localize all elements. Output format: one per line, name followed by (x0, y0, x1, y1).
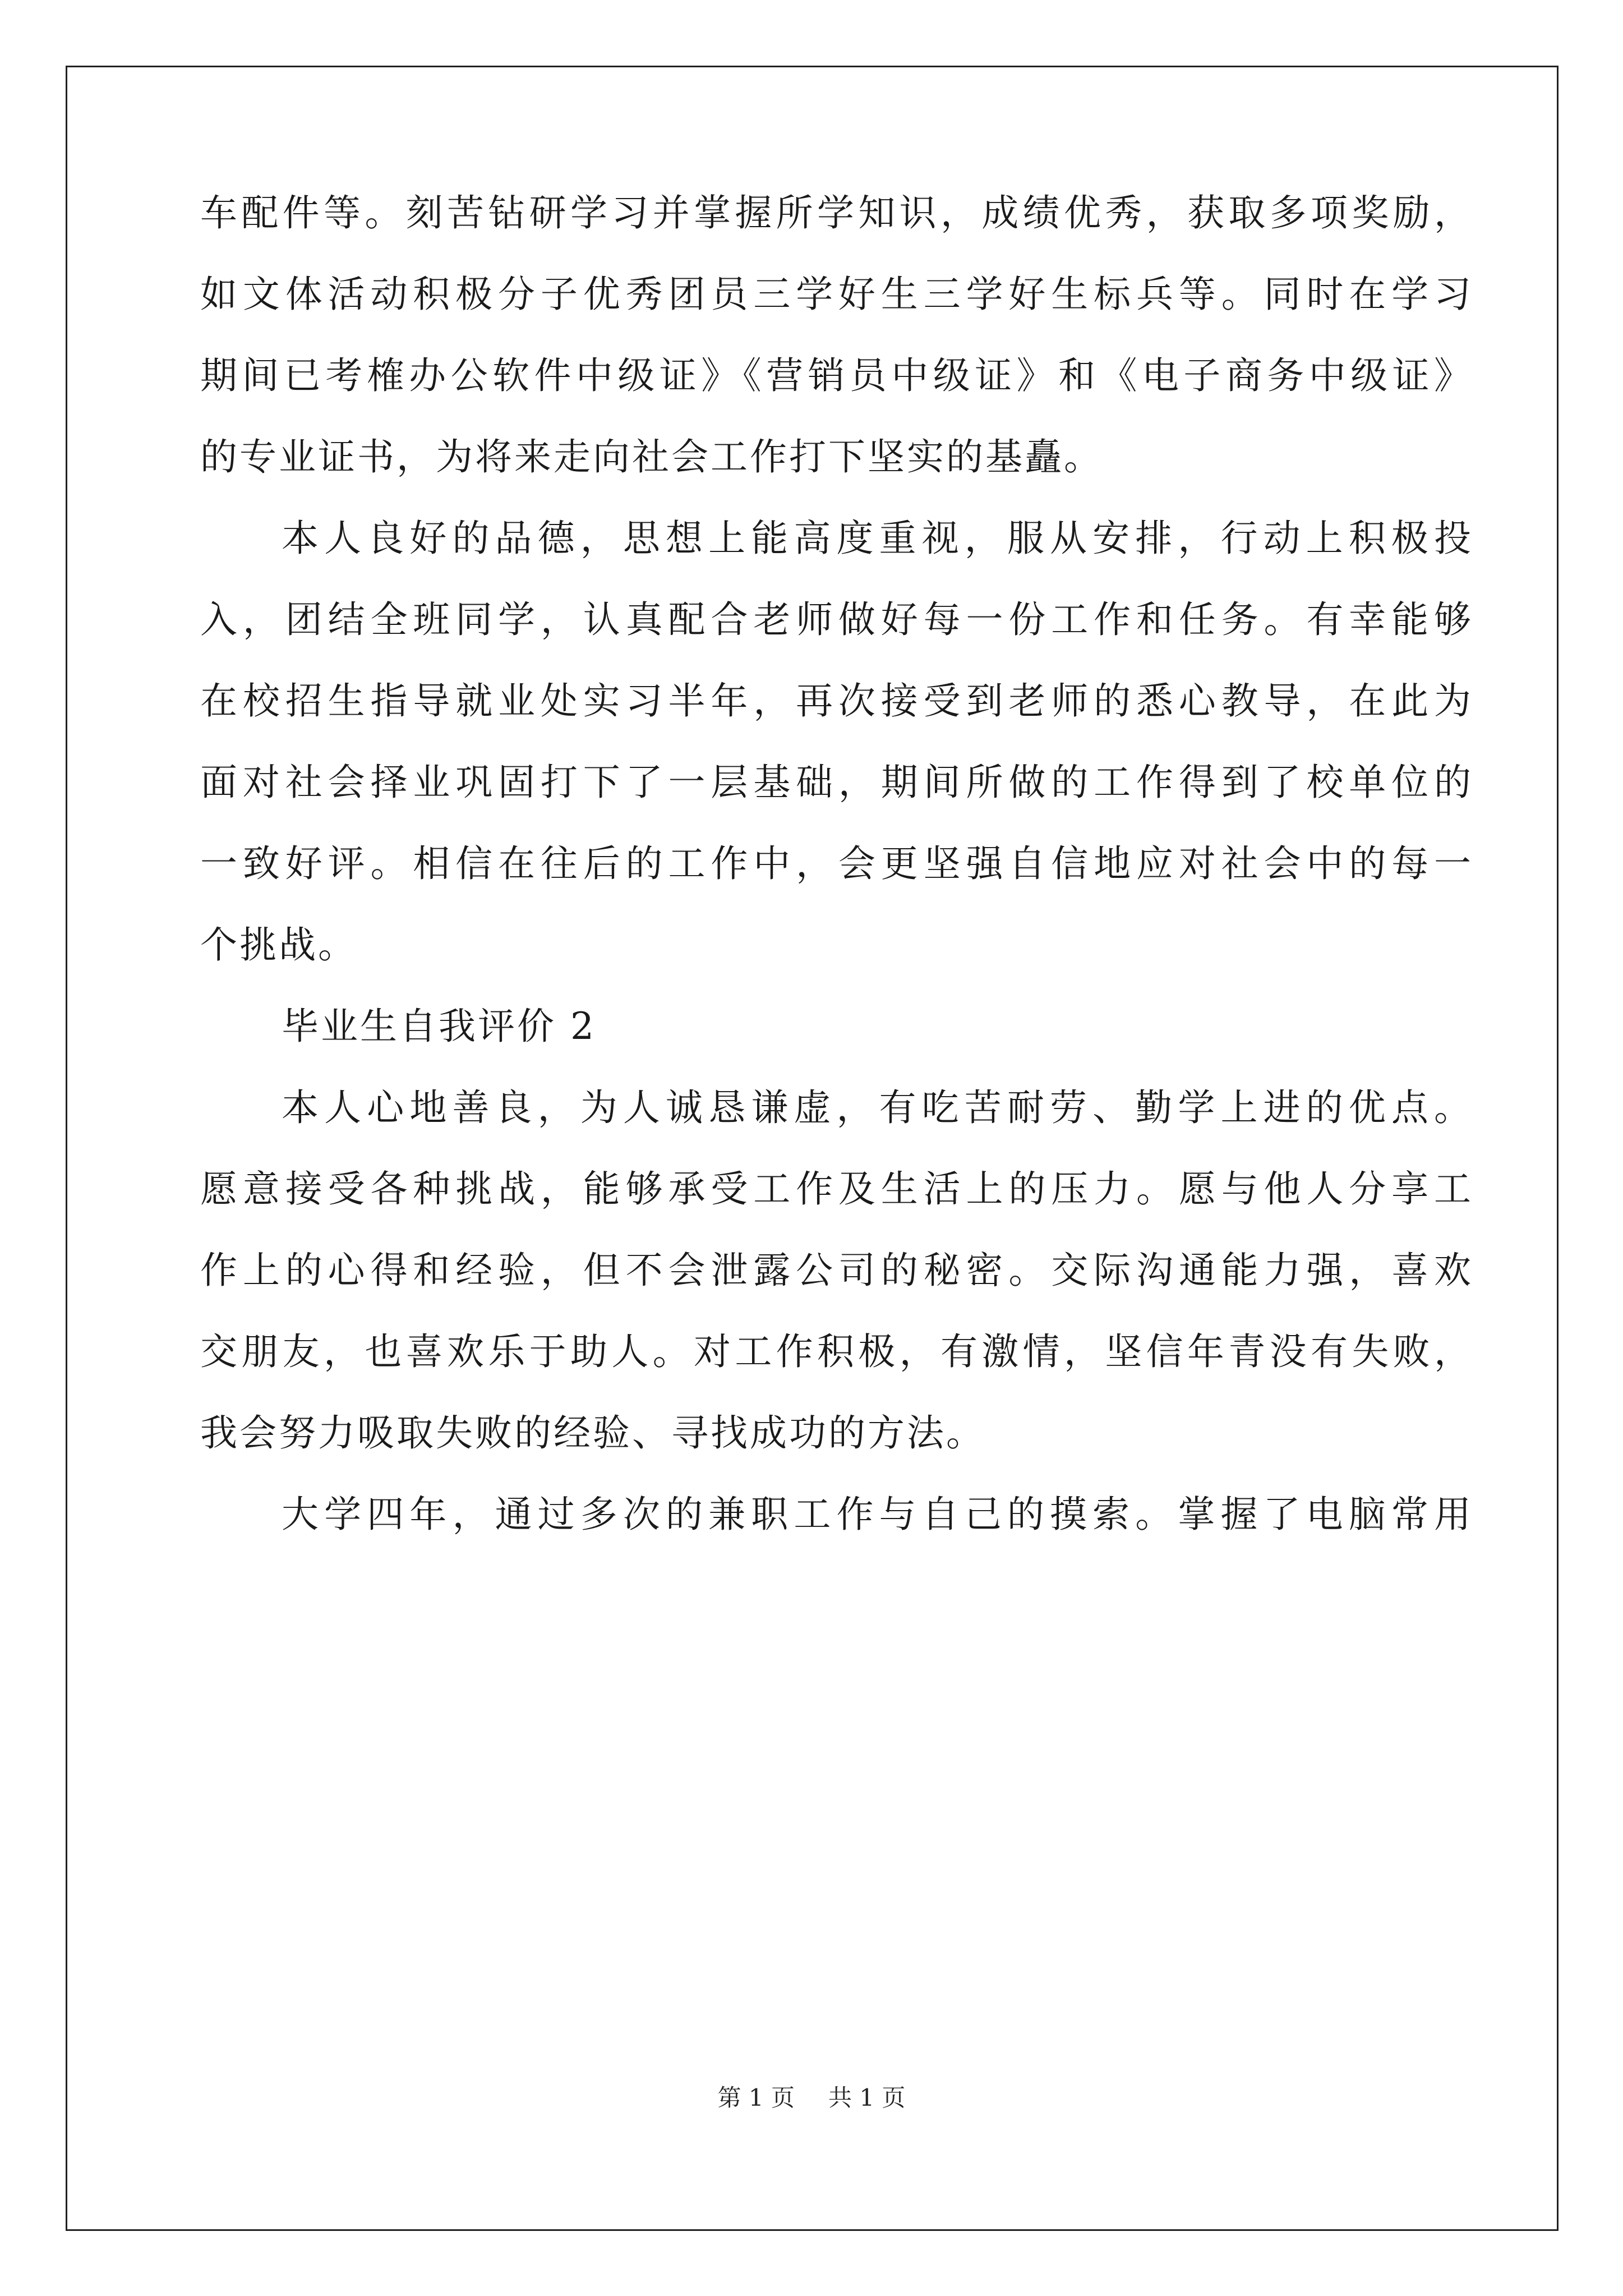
text-line: 作上的心得和经验，但不会泄露公司的秘密。交际沟通能力强，喜欢 (200, 1249, 1473, 1292)
text-line: 本人心地善良，为人诚恳谦虚，有吃苦耐劳、勤学上进的优点。 (282, 1086, 1473, 1129)
page-number: 第 1 页 (717, 2084, 795, 2111)
text-line: 一致好评。相信在往后的工作中，会更坚强自信地应对社会中的每一 (200, 842, 1473, 885)
section-heading: 毕业生自我评价 2 (282, 1005, 596, 1048)
page-total: 共 1 页 (828, 2084, 906, 2111)
text-line: 入，团结全班同学，认真配合老师做好每一份工作和任务。有幸能够 (200, 598, 1473, 641)
text-line: 期间已考榷办公软件中级证》《营销员中级证》和《电子商务中级证》 (200, 354, 1473, 397)
text-line: 如文体活动积极分子优秀团员三学好生三学好生标兵等。同时在学习 (200, 273, 1473, 316)
text-line: 大学四年，通过多次的兼职工作与自己的摸索。掌握了电脑常用 (282, 1493, 1473, 1536)
text-line: 车配件等。刻苦钻研学习并掌握所学知识，成绩优秀，获取多项奖励， (200, 191, 1473, 234)
text-line: 我会努力吸取失败的经验、寻找成功的方法。 (200, 1411, 985, 1455)
text-line: 交朋友，也喜欢乐于助人。对工作积极，有激情，坚信年青没有失败， (200, 1330, 1473, 1373)
text-line: 的专业证书，为将来走向社会工作打下坚实的基矗。 (200, 435, 1103, 478)
text-line: 愿意接受各种挑战，能够承受工作及生活上的压力。愿与他人分享工 (200, 1167, 1473, 1211)
text-line: 在校招生指导就业处实习半年，再次接受到老师的悉心教导，在此为 (200, 679, 1473, 723)
text-line: 个挑战。 (200, 923, 357, 967)
text-line: 本人良好的品德，思想上能高度重视，服从安排，行动上积极投 (282, 517, 1473, 560)
page-footer (0, 2081, 1623, 2115)
text-line: 面对社会择业巩固打下了一层基础，期间所做的工作得到了校单位的 (200, 761, 1473, 804)
